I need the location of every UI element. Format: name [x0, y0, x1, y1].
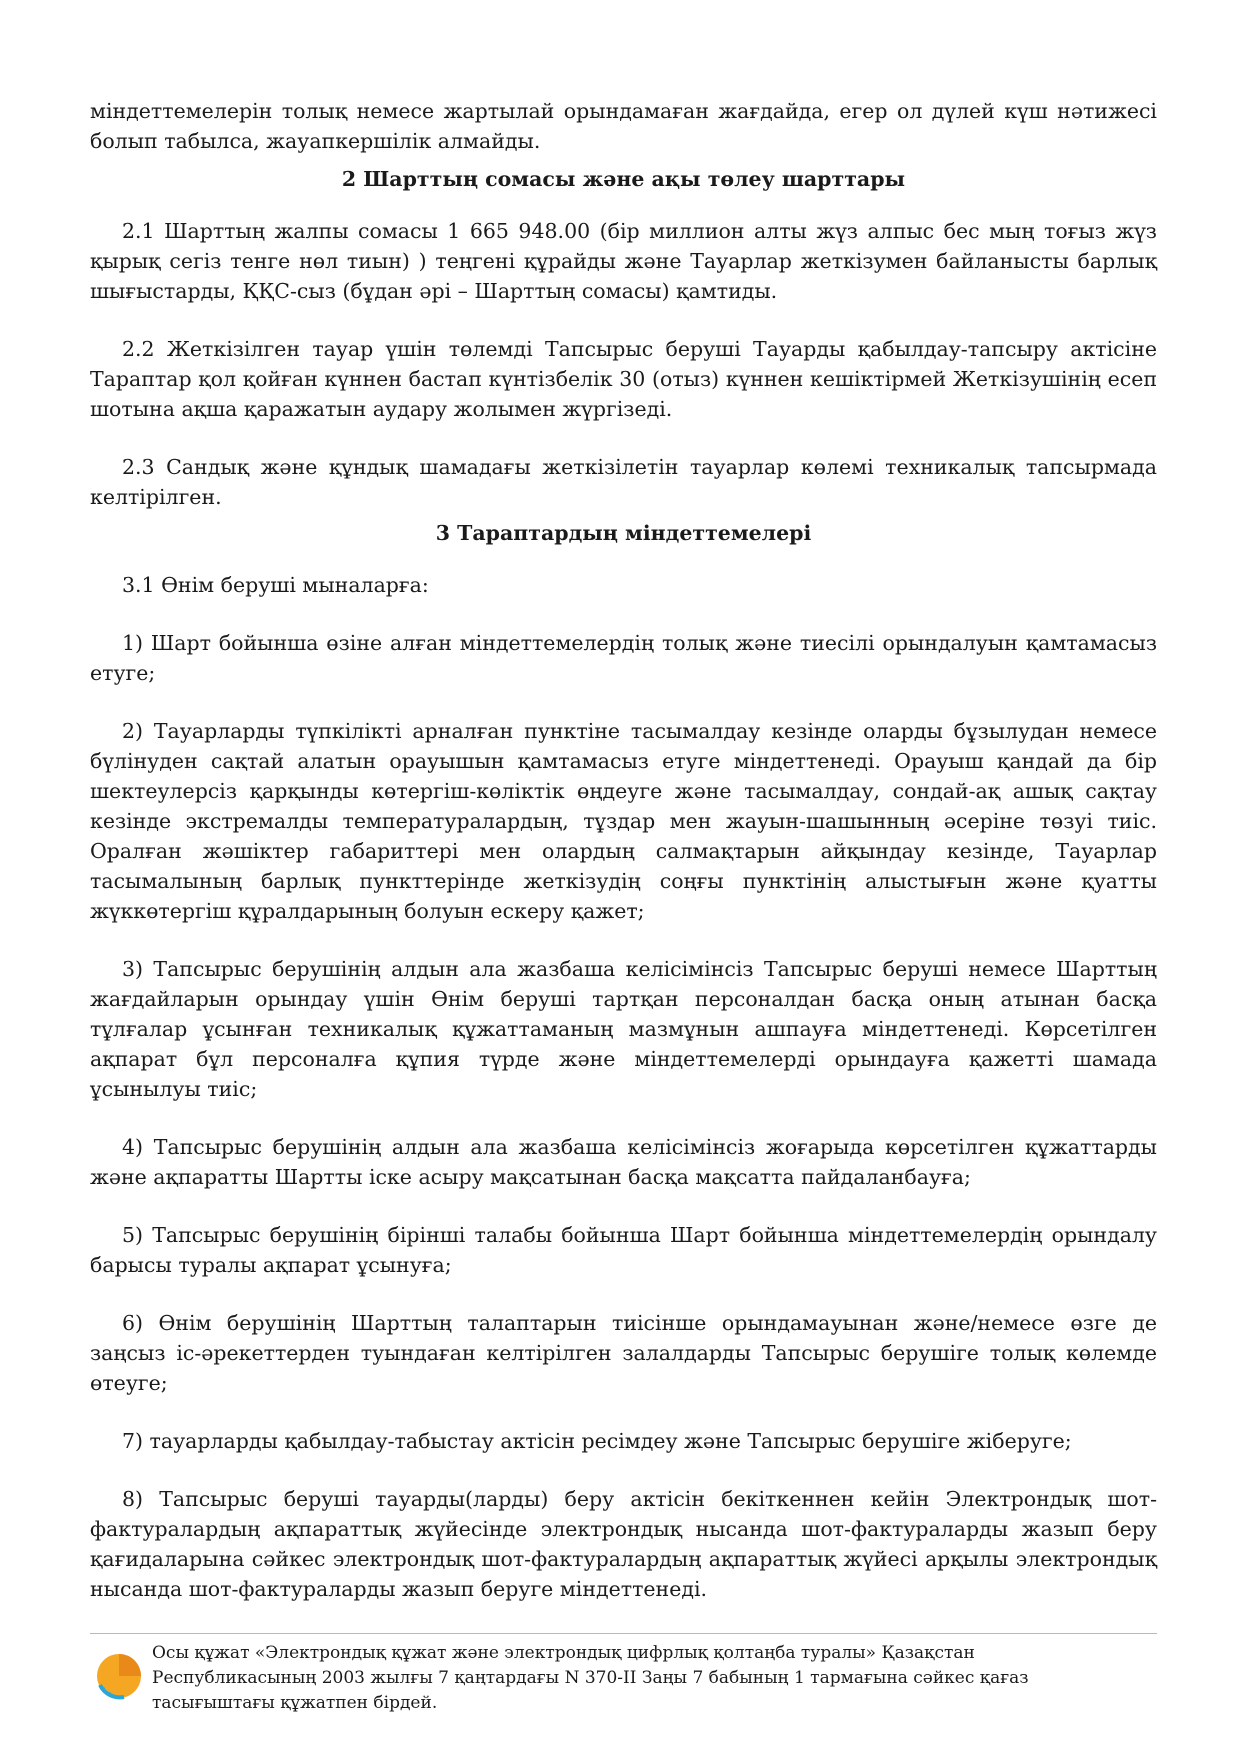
footer-line-3: тасығыштағы құжатпен бірдей.	[152, 1693, 438, 1713]
list-item-6: 6) Өнім берушінің Шарттың талаптарын тиісінше орындамауынан және/немесе өзге де заңсыз іс-әрекеттерден туындаған келтірілген залалдарды Тапсырыс берушіге толық көлемде өтеуге;	[90, 1311, 1157, 1395]
list-item-1: 1) Шарт бойынша өзіне алған міндеттемелердің толық және тиесілі орындалуын қамтамасыз етуге;	[90, 631, 1157, 685]
document-page	[90, 96, 1157, 1632]
paragraph-2-1: 2.1 Шарттың жалпы сомасы 1 665 948.00 (бір миллион алты жүз алпыс бес мың тоғыз жүз қырық сегіз тенге нөл тиын) ) теңгені құрайды және Тауарлар жеткізумен байланысты барлық шығыстарды, ҚҚС-сыз (бұдан әрі – Шарттың сомасы) қамтиды.	[90, 219, 1157, 303]
list-item-3: 3) Тапсырыс берушінің алдын ала жазбаша келісімінсіз Тапсырыс беруші немесе Шарттың жағдайларын орындау үшін Өнім беруші тартқан персоналдан басқа оның атынан басқа тұлғалар ұсынған техникалық құжаттаманың мазмұнын ашпауға міндеттенеді. Көрсетілген ақпарат бұл персоналға құпия түрде және міндеттемелерді орындауға қажетті шамада ұсынылуы тиіс;	[90, 957, 1157, 1101]
section-3-heading: 3 Тараптардың міндеттемелері	[435, 521, 812, 545]
paragraph-3-1: 3.1 Өнім беруші мыналарға:	[122, 573, 429, 597]
footer-legal-notice	[152, 1641, 1112, 1716]
footer-line-2: Республикасының 2003 жылғы 7 қаңтардағы N 370-II Заңы 7 бабының 1 тармағына сәйкес қағаз	[152, 1668, 1029, 1688]
paragraph-2-2: 2.2 Жеткізілген тауар үшін төлемді Тапсырыс беруші Тауарды қабылдау-тапсыру актісіне Тараптар қол қойған күннен бастап күнтізбелік 30 (отыз) күннен кешіктірмей Жеткізушінің есеп шотына ақша қаражатын аудару жолымен жүргізеді.	[90, 337, 1157, 421]
paragraph-2-3: 2.3 Сандық және құндық шамадағы жеткізілетін тауарлар көлемі техникалық тапсырмада келтірілген.	[90, 455, 1157, 509]
egov-sun-logo-icon	[94, 1651, 144, 1701]
list-item-2: 2) Тауарларды түпкілікті арналған пунктіне тасымалдау кезінде оларды бұзылудан немесе бүлінуден сақтай алатын орауышын қамтамасыз етуге міндеттенеді. Орауыш қандай да бір шектеулерсіз қарқынды көтергіш-көліктік өңдеуге және тасымалдау, сондай-ақ ашық сақтау кезінде экстремалды температуралардың, тұздар мен жауын-шашынның әсеріне төзуі тиіс. Оралған жәшіктер габариттері мен олардың салмақтарын айқындау кезінде, Тауарлар тасымалының барлық пункттерінде жеткізудің соңғы пунктінің алыстығын және қуатты жүккөтергіш құралдарының болуын ескеру қажет;	[90, 719, 1157, 923]
section-2-heading: 2 Шарттың сомасы және ақы төлеу шарттары	[341, 167, 906, 191]
list-item-4: 4) Тапсырыс берушінің алдын ала жазбаша келісімінсіз жоғарыда көрсетілген құжаттарды және ақпаратты Шартты іске асыру мақсатынан басқа мақсатта пайдаланбауға;	[90, 1135, 1157, 1189]
page-footer	[90, 1633, 1157, 1713]
list-item-5: 5) Тапсырыс берушінің бірінші талабы бойынша Шарт бойынша міндеттемелердің орындалу барысы туралы ақпарат ұсынуға;	[90, 1223, 1157, 1277]
list-item-7: 7) тауарларды қабылдау-табыстау актісін ресімдеу және Тапсырыс берушіге жіберуге;	[122, 1429, 1072, 1453]
footer-line-1: Осы құжат «Электрондық құжат және электрондық цифрлық қолтаңба туралы» Қазақстан	[152, 1643, 975, 1663]
list-item-8: 8) Тапсырыс беруші тауарды(ларды) беру актісін бекіткеннен кейін Электрондық шот-фактуралардың ақпараттық жүйесінде электрондық нысанда шот-фактураларды жазып беру қағидаларына сәйкес электрондық шот-фактуралардың ақпараттық жүйесі арқылы электрондық нысанда шот-фактураларды жазып беруге міндеттенеді.	[90, 1487, 1157, 1601]
intro-paragraph: міндеттемелерін толық немесе жартылай орындамаған жағдайда, егер ол дүлей күш нәтижесі болып табылса, жауапкершілік алмайды.	[90, 99, 1157, 153]
